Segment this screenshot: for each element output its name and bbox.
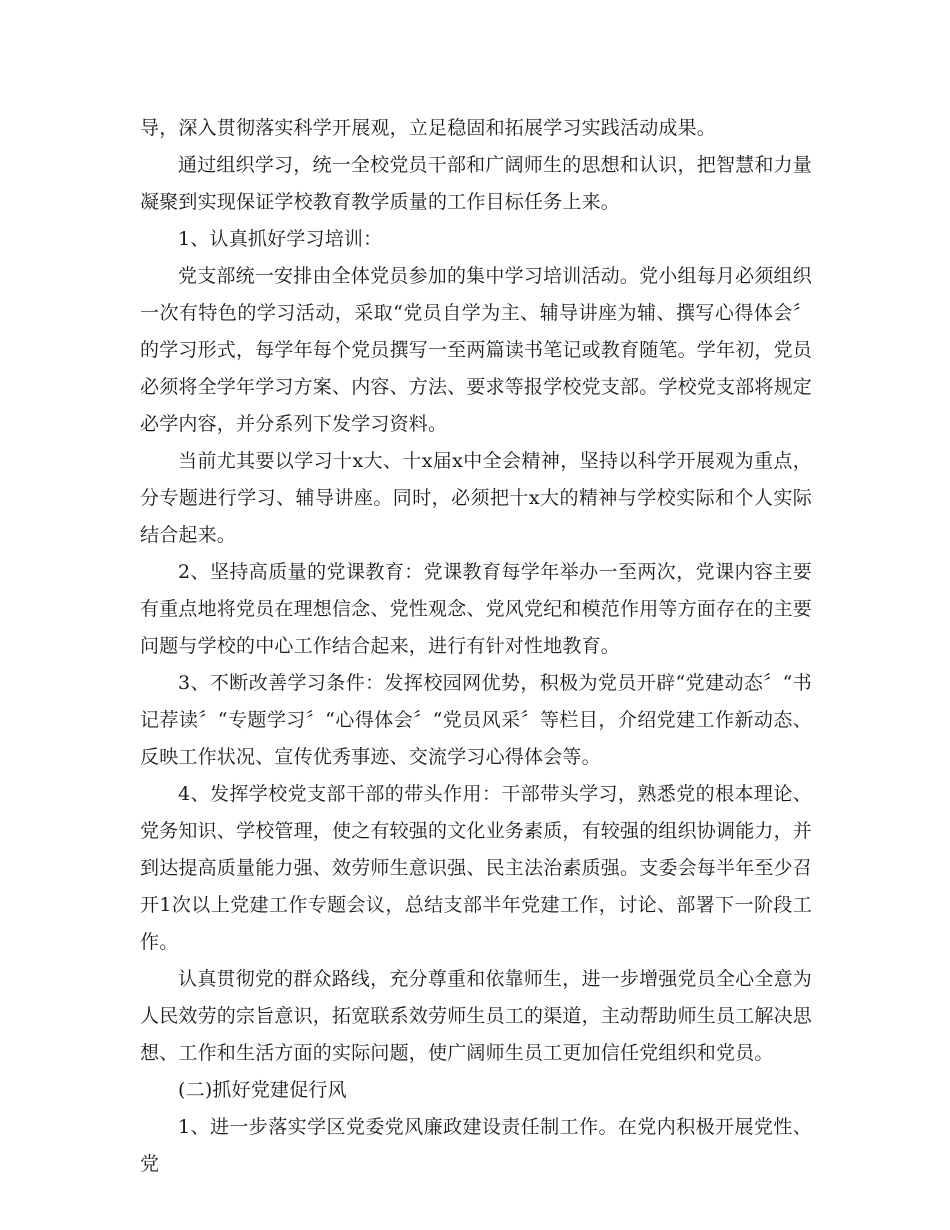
- paragraph-party-lessons: 2、坚持高质量的党课教育：党课教育每学年举办一至两次，党课内容主要有重点地将党员在理想信念、党性观念、党风党纪和模范作用等方面存在的主要问题与学校的中心工作结合起来，进行有针对性地教育。: [140, 561, 813, 657]
- paragraph-responsibility-system: 1、进一步落实学区党委党风廉政建设责任制工作。在党内积极开展党性、党: [140, 1116, 812, 1175]
- heading-study-training: 1、认真抓好学习培训：: [178, 228, 383, 250]
- paragraph-learning-conditions: 3、不断改善学习条件：发挥校园网优势，积极为党员开辟“党建动态〞“书记荐读〞“专题学习〞“心得体会〞“党员风采〞等栏目，介绍党建工作新动态、反映工作状况、宣传优秀事迹、交流学习心得体会等。: [140, 672, 812, 768]
- paragraph-continuation: 导，深入贯彻落实科学开展观，立足稳固和拓展学习实践活动成果。: [140, 117, 717, 139]
- paragraph-current-focus: 当前尤其要以学习十x大、十x届x中全会精神，坚持以科学开展观为重点，分专题进行学习、辅导讲座。同时，必须把十x大的精神与学校实际和个人实际结合起来。: [140, 450, 812, 546]
- paragraph-leading-role: 4、发挥学校党支部干部的带头作用：干部带头学习，熟悉党的根本理论、党务知识、学校管理，使之有较强的文化业务素质，有较强的组织协调能力，并到达提高质量能力强、效劳师生意识强、民主法治素质强。支委会每半年至少召开1次以上党建工作专题会议，总结支部半年党建工作，讨论、部署下一阶段工作。: [140, 783, 813, 953]
- paragraph-study-organization: 通过组织学习，统一全校党员干部和广阔师生的思想和认识，把智慧和力量凝聚到实现保证学校教育教学质量的工作目标任务上来。: [140, 154, 812, 213]
- paragraph-branch-training: 党支部统一安排由全体党员参加的集中学习培训活动。党小组每月必须组织一次有特色的学习活动，采取“党员自学为主、辅导讲座为辅、撰写心得体会〞的学习形式，每学年每个党员撰写一至两篇读书笔记或教育随笔。学年初，党员必须将全学年学习方案、内容、方法、要求等报学校党支部。学校党支部将规定必学内容，并分系列下发学习资料。: [140, 265, 813, 435]
- document-page: [140, 110, 812, 1183]
- section-heading-conduct: (二)抓好党建促行风: [178, 1079, 347, 1101]
- paragraph-mass-line: 认真贯彻党的群众路线，充分尊重和依靠师生，进一步增强党员全心全意为人民效劳的宗旨意识，拓宽联系效劳师生员工的渠道，主动帮助师生员工解决思想、工作和生活方面的实际问题，使广阔师生员工更加信任党组织和党员。: [140, 968, 813, 1064]
